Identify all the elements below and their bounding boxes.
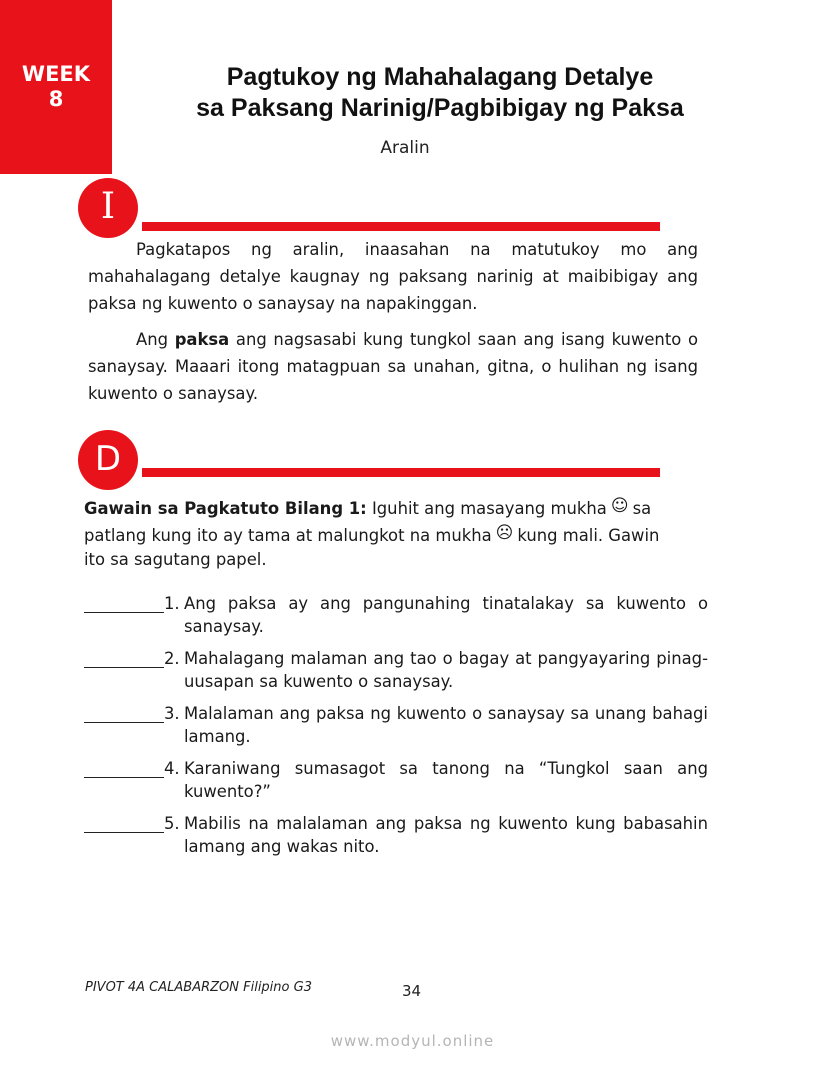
list-item [84,757,708,803]
section-d-divider [142,468,660,477]
answer-blank[interactable] [84,814,164,833]
section-i-badge: I [78,178,138,238]
list-item [84,702,708,748]
item-text: Karaniwang sumasagot sa tanong na “Tungkol saan ang kuwento?” [184,759,708,801]
instr-part-1: Iguhit ang masayang mukha [366,499,607,518]
item-number: 2. [164,649,180,668]
item-number: 1. [164,594,180,613]
list-item [84,647,708,693]
answer-blank[interactable] [84,594,164,613]
list-item [84,812,708,858]
intro-paragraph [88,236,698,317]
activity-title: Gawain sa Pagkatuto Bilang 1: [84,499,367,518]
answer-blank[interactable] [84,759,164,778]
section-i-divider [142,222,660,231]
instr-part-2: sa patlang kung ito ay tama at malungkot na mukha [84,499,652,545]
happy-face-icon: ☺ [610,496,629,516]
item-number: 3. [164,704,180,723]
paksa-text-before: Ang [136,330,175,349]
paksa-term: paksa [174,330,230,349]
intro-text: Pagkatapos ng aralin, inaasahan na matutukoy mo ang mahahalagang detalye kaugnay ng paksang narinig at maibibigay ang paksa ng kuwento o sanaysay na napakinggan. [88,240,698,313]
site-watermark: www.modyul.online [330,1032,495,1050]
paksa-paragraph [88,326,698,407]
item-text: Ang paksa ay ang pangunahing tinatalakay sa kuwento o sanaysay. [184,594,708,636]
item-number: 5. [164,814,180,833]
title-line-2: sa Paksang Narinig/Pagbibigay ng Paksa [196,94,684,122]
list-item [84,592,708,638]
item-number: 4. [164,759,180,778]
paksa-text-after: ang nagsasabi kung tungkol saan ang isang kuwento o sanaysay. Maaari itong matagpuan sa unahan, gitna, o hulihan ng isang kuwento o sanaysay. [88,330,698,403]
activity-items [84,592,708,867]
answer-blank[interactable] [84,704,164,723]
page-number: 34 [402,982,422,1000]
page-subtitle: Aralin [380,138,430,158]
answer-blank[interactable] [84,649,164,668]
section-d-badge: D [78,430,138,490]
activity-instructions [84,494,684,572]
page-title [150,62,730,124]
item-text: Mabilis na malalaman ang paksa ng kuwento kung babasahin lamang ang wakas nito. [184,814,708,856]
title-line-1: Pagtukoy ng Mahahalagang Detalye [226,63,654,91]
week-number: 8 [48,87,64,111]
week-badge [0,0,112,174]
instr-part-3: kung mali. Gawin ito sa sagutang papel. [84,526,660,569]
item-text: Mahalagang malaman ang tao o bagay at pangyayaring pinag-uusapan sa kuwento o sanaysay. [184,649,708,691]
footer-course-label: PIVOT 4A CALABARZON Filipino G3 [85,980,312,995]
sad-face-icon: ☹ [495,523,514,543]
week-label: WEEK [21,62,91,86]
item-text: Malalaman ang paksa ng kuwento o sanaysay sa unang bahagi lamang. [184,704,708,746]
